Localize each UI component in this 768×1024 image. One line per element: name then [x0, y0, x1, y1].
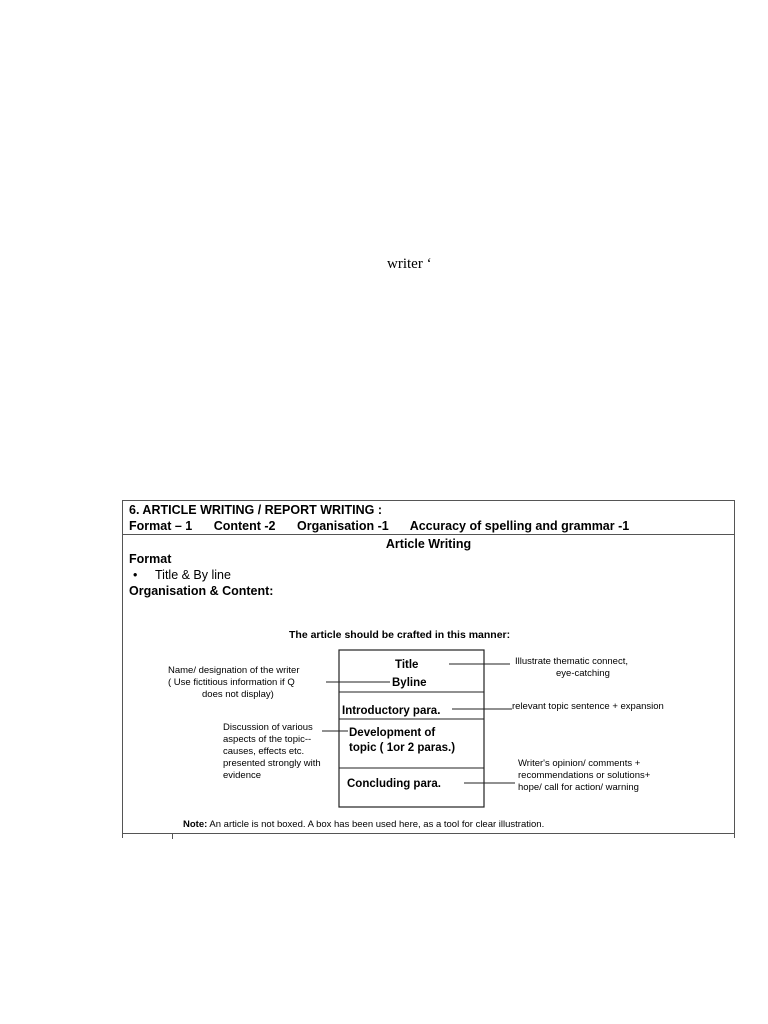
note-disc-l2: aspects of the topic--: [223, 734, 312, 745]
note-disc-l4: presented strongly with: [223, 758, 321, 769]
note-disc-l1: Discussion of various: [223, 722, 313, 733]
table-header: [123, 501, 734, 535]
note-concl-l1: Writer's opinion/ comments +: [518, 758, 641, 769]
note-name-l1: Name/ designation of the writer: [168, 665, 300, 676]
format-bullet: [133, 568, 734, 582]
stray-text: writer ‘: [387, 256, 432, 272]
note-name-l2: ( Use fictitious information if Q: [168, 677, 295, 688]
box-dev-line1: Development of: [349, 727, 436, 739]
format-label: Format: [129, 552, 172, 566]
mark-accuracy: Accuracy of spelling and grammar -1: [409, 519, 630, 533]
mark-content: Content -2: [213, 519, 276, 533]
diagram-note: [183, 819, 544, 830]
organisation-label: Organisation & Content:: [129, 584, 274, 598]
mark-format: Format – 1: [129, 519, 193, 533]
bullet-dot-icon: •: [133, 568, 138, 582]
note-title-l2: eye-catching: [556, 668, 610, 679]
marks-line: [129, 518, 728, 534]
box-concl: Concluding para.: [347, 778, 441, 790]
box-dev-line2: topic ( 1or 2 paras.): [349, 742, 456, 754]
table-border-stub-left: [122, 834, 123, 838]
note-concl-l2: recommendations or solutions+: [518, 770, 651, 781]
diagram-caption: The article should be crafted in this manner:: [289, 629, 511, 641]
note-disc-l3: causes, effects etc.: [223, 746, 305, 757]
note-disc-l5: evidence: [223, 770, 262, 781]
bullet-text: Title & By line: [155, 568, 231, 582]
note-text: An article is not boxed. A box has been used here, as a tool for clear illustration.: [207, 819, 545, 830]
section-heading: 6. ARTICLE WRITING / REPORT WRITING :: [129, 503, 382, 517]
table-border-stub-mid: [172, 834, 173, 839]
note-intro: relevant topic sentence + expansion: [512, 701, 664, 712]
mark-organisation: Organisation -1: [297, 519, 389, 533]
article-structure-diagram: [122, 620, 735, 834]
box-title: Title: [395, 659, 419, 671]
table-border-stub-right: [734, 834, 735, 838]
note-label: Note:: [183, 819, 208, 830]
note-title-l1: Illustrate thematic connect,: [515, 656, 628, 667]
note-name-l3: does not display): [202, 689, 274, 700]
box-byline: Byline: [392, 677, 427, 689]
article-writing-title: Article Writing: [385, 537, 472, 551]
box-intro: Introductory para.: [342, 705, 441, 717]
note-concl-l3: hope/ call for action/ warning: [518, 782, 639, 793]
